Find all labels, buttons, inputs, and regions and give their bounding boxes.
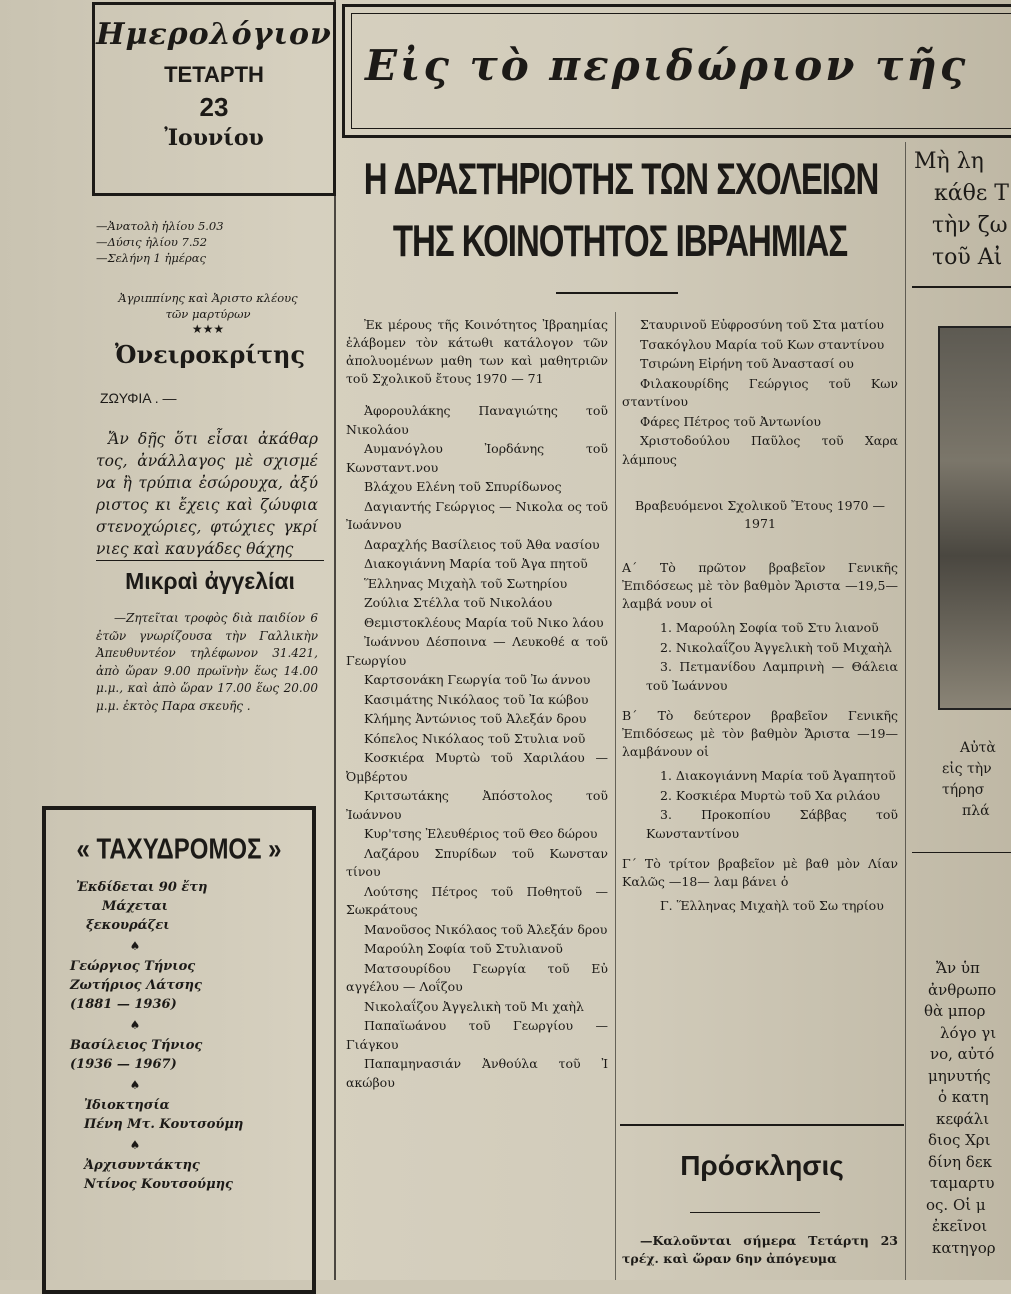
dreams-title: Ὀνειροκρίτης	[114, 340, 306, 369]
award-b-text: Β΄ Τὸ δεύτερον βραβεῖον Γενικῆς Ἐπιδόσεως μὲ τὸν βαθμὸν Ἄριστα —19— λαμβάνουν οἱ	[622, 708, 898, 759]
invitation-rule-top	[620, 1124, 904, 1126]
moon-text: —Σελήνη 1 ἡμέρας	[96, 251, 206, 265]
list-item: Ματσουρίδου Γεωργία τοῦ Εὐ αγγέλου — Λοΐζου	[346, 960, 608, 994]
list-item: Παπαϊωάνου τοῦ Γεωργίου — Γιάγκου	[346, 1018, 608, 1052]
list-item: 1. Μαρούλη Σοφία τοῦ Στυ λιανοῦ	[660, 620, 879, 635]
tax-line-10: Ἀρχισυντάκτης	[84, 1158, 200, 1173]
list-item: Λούτσης Πέτρος τοῦ Ποθητοῦ — Σωκράτους	[346, 883, 608, 917]
award-a-text: Α΄ Τὸ πρῶτον βραβεῖον Γενικῆς Ἐπιδόσεως μὲ τὸν βαθμὸν Ἄριστα —19,5— λαμβά νουν οἱ	[622, 560, 898, 611]
list-item: 3. Πετμανίδου Λαμπρινὴ — Θάλεια τοῦ Ἰωάννου	[646, 659, 898, 693]
right-body-line: ἐκεῖνοι	[932, 1217, 988, 1235]
list-item: Κοσκιέρα Μυρτὼ τοῦ Χαριλάου — Ὀμβέρτου	[346, 750, 608, 784]
list-item: Ἰωάννου Δέσποινα — Λευκοθέ α τοῦ Γεωργίου	[346, 634, 608, 668]
list-item: Βλάχου Ελένη τοῦ Σπυρίδωνος	[364, 479, 562, 494]
list-item: Τσιρώνη Εἰρήνη τοῦ Ἀναστασί ου	[640, 356, 854, 371]
tax-line-5: (1881 — 1936)	[70, 997, 177, 1012]
right-top-line-2: τὴν ζω	[932, 213, 1008, 238]
tax-line-7: (1936 — 1967)	[70, 1057, 177, 1072]
names-list-col1	[346, 402, 608, 1092]
right-body-line: κεφάλι	[936, 1109, 990, 1128]
right-body-line: ος. Οἱ μ	[926, 1195, 986, 1214]
tax-line-3: Γεώργιος Τήνιος	[70, 959, 196, 974]
list-item: Αυμανόγλου Ἰορδάνης τοῦ Κωνσταντ.νου	[346, 441, 608, 475]
award-c-list	[622, 897, 898, 916]
right-body-line: Ἄν ὑπ	[936, 959, 980, 977]
award-c-text: Γ΄ Τὸ τρίτον βραβεῖον μὲ βαθ μὸν Λίαν Καλῶς —18— λαμ βάνει ὁ	[622, 856, 898, 889]
right-top-line-0: Μὴ λη	[914, 149, 984, 174]
list-item: Φάρες Πέτρος τοῦ Ἀντωνίου	[640, 413, 821, 429]
awards-title: Βραβευόμενοι Σχολικοῦ Ἔτους 1970 — 1971	[635, 498, 885, 531]
list-item: Λαζάρου Σπυρίδων τοῦ Κωνσταν τίνου	[346, 845, 608, 879]
right-body-line: νο, αὐτό	[930, 1045, 995, 1063]
invitation-rule-mid	[690, 1212, 820, 1213]
list-item: Κασιμάτης Νικόλαος τοῦ Ἰα κώβου	[364, 691, 589, 707]
list-item: Ζούλια Στέλλα τοῦ Νικολάου	[364, 595, 553, 610]
award-b-list	[622, 767, 898, 843]
list-item: Μαρούλη Σοφία τοῦ Στυλιανοῦ	[364, 941, 563, 956]
list-item: Γ. Ἕλληνας Μιχαὴλ τοῦ Σω τηρίου	[660, 898, 884, 913]
right-body-line: ὁ κατη	[938, 1088, 989, 1106]
list-item: Διακογιάννη Μαρία τοῦ Ἀγα πητοῦ	[364, 556, 588, 571]
ads-text: —Ζητεῖται τροφὸς διὰ παιδίον 6 ἐτῶν γνωρίζουσα τὴν Γαλλικὴν Ἀπευθυντέον τηλέφωνον 31.421, ἀπὸ ὥραν 9.00 πρωϊνὴν ἕως 14.00 μ.μ., καὶ ἀπὸ ὥραν 17.00 ἕως 20.00 μ.μ. ἐκτὸς Παρα σκευῆς .	[96, 611, 318, 713]
list-item: Ἕλληνας Μιχαὴλ τοῦ Σωτηρίου	[364, 575, 568, 591]
right-body-text	[914, 958, 1011, 1259]
right-body-line: ἀνθρωπο	[928, 980, 997, 999]
list-item: Θεμιστοκλέους Μαρία τοῦ Νικο λάου	[364, 614, 604, 630]
caption-line-0: Αὐτὰ	[960, 740, 996, 756]
astro-info	[96, 218, 326, 266]
calendar-title: Ημερολόγιον	[96, 17, 332, 52]
ornament-spade-4: ♠	[129, 1138, 141, 1152]
award-a-list	[622, 619, 898, 695]
list-item: 2. Κοσκιέρα Μυρτὼ τοῦ Χα ριλάου	[660, 787, 881, 803]
taxydromos-title: « ΤΑΧΥΔΡΟΜΟΣ »	[76, 833, 282, 866]
rule-ads-top	[96, 560, 324, 561]
ornament-spade-2: ♠	[129, 1018, 141, 1032]
article-column-1	[346, 316, 608, 1093]
list-item: 3. Προκοπίου Σάββας τοῦ Κωνσταντίνου	[646, 807, 898, 841]
saints-text: Ἀγριππίνης καὶ Ἀριστο κλέους τῶν μαρτύρων ★★★	[108, 290, 308, 336]
ornament-spade-1: ♠	[129, 939, 141, 953]
list-item: Κόπελος Νικόλαος τοῦ Στυλια νοῦ	[364, 730, 586, 746]
caption-line-2: τήρησ	[942, 782, 985, 798]
list-item: Μανοῦσος Νικόλαος τοῦ Ἀλεξάν δρου	[364, 921, 608, 937]
tax-line-6: Βασίλειος Τήνιος	[70, 1038, 203, 1053]
sunset-text: —Δύσις ἡλίου 7.52	[96, 235, 208, 249]
column-divider-middle	[615, 312, 616, 1280]
dreams-entry-word: ΖΩΥΦΙΑ . —	[100, 390, 177, 406]
tax-line-4: Ζωτήριος Λάτσης	[70, 978, 202, 993]
right-body-line: δίνη δεκ	[928, 1152, 992, 1171]
list-item: Κριτσωτάκης Ἀπόστολος τοῦ Ἰωάννου	[346, 788, 608, 822]
right-body-line: διος Χρι	[928, 1131, 991, 1149]
right-caption	[912, 738, 1011, 822]
tax-line-0: Ἐκδίδεται 90 ἔτη	[76, 880, 208, 895]
list-item: Χριστοδούλου Παῦλος τοῦ Χαρα λάμπους	[622, 433, 898, 467]
right-top-line-3: τοῦ Αἰ	[932, 245, 1003, 270]
article-column-2	[622, 316, 898, 917]
dreams-text: Ἄν δῇς ὅτι εἶσαι ἀκάθαρ τος, ἀνάλλαγος μὲ σχισμέ να ἢ τρύπια ἐσώρουχα, ἀξύ ριστος κι ἔχεις καὶ ζώυφια στενοχώριες, φτώχιες γκρί νιες καὶ καυγάδες θάχης	[96, 430, 318, 558]
right-body-line: μηνυτής	[928, 1066, 991, 1085]
news-photo	[938, 326, 1011, 710]
calendar-month: Ἰουνίου	[164, 125, 264, 151]
right-body-line: λόγο γι	[940, 1023, 997, 1042]
calendar-box	[92, 2, 336, 196]
headline-line-2: ΤΗΣ ΚΟΙΝΟΤΗΤΟΣ ΙΒΡΑΗΜΙΑΣ	[392, 215, 848, 266]
right-body-line: θὰ μπορ	[924, 1002, 986, 1020]
column-divider-right	[905, 142, 906, 1280]
list-item: Ἀφορουλάκης Παναγιώτης τοῦ Νικολάου	[346, 403, 608, 437]
list-item: Φιλακουρίδης Γεώργιος τοῦ Κων σταντίνου	[622, 375, 898, 409]
list-item: Τσακόγλου Μαρία τοῦ Κων σταντίνου	[640, 336, 885, 352]
list-item: Παπαμηνασιάν Ἀνθούλα τοῦ Ἰ ακώβου	[346, 1056, 608, 1090]
tax-line-1: Μάχεται	[102, 899, 168, 914]
invitation-text: —Καλοῦνται σήμερα Τετάρτη 23 τρέχ. καὶ ὥραν 6ην ἀπόγευμα	[622, 1233, 898, 1266]
right-rule	[912, 286, 1011, 288]
headline-line-1: Η ΔΡΑΣΤΗΡΙΟΤΗΣ ΤΩΝ ΣΧΟΛΕΙΩΝ	[363, 153, 879, 204]
list-item: Σταυρινοῦ Εὐφροσύνη τοῦ Στα ματίου	[640, 317, 884, 332]
right-body-line: κατηγορ	[932, 1238, 996, 1257]
list-item: Δαγιαντής Γεώργιος — Νικολα ος τοῦ Ἰωάννου	[346, 498, 608, 532]
article-intro: Ἐκ μέρους τῆς Κοινότητος Ἰβραημίας ἐλάβομεν τὸν κάτωθι κατάλογον τῶν ἀπολυομένων μαθη των καὶ μαθητριῶν τοῦ Σχολικοῦ ἔτους 1970 — 71	[346, 317, 608, 386]
right-body-line: ταμαρτυ	[930, 1174, 995, 1192]
tax-line-8: Ἰδιοκτησία	[84, 1098, 170, 1113]
names-list-col2	[622, 316, 898, 469]
banner-title: Εἰς τὸ περιδώριον τῆς	[365, 41, 969, 90]
list-item: Κυρ'τσης Ἐλευθέριος τοῦ Θεο δώρου	[364, 826, 598, 841]
list-item: 1. Διακογιάννη Μαρία τοῦ Ἀγαπητοῦ	[660, 768, 896, 783]
taxydromos-box	[42, 806, 316, 1294]
tax-line-11: Ντίνος Κουτσούμης	[84, 1177, 233, 1192]
caption-line-1: εἰς τὴν	[942, 761, 992, 777]
caption-line-3: πλά	[962, 803, 990, 819]
tax-line-9: Πένη Μτ. Κουτσούμη	[84, 1117, 244, 1132]
invitation-title: Πρόσκλησις	[680, 1150, 844, 1181]
right-top-line-1: κάθε Τ	[934, 181, 1009, 206]
calendar-day: 23	[199, 92, 229, 122]
right-column-top	[910, 146, 1011, 274]
list-item: Δαραχλής Βασίλειος τοῦ Ἀθα νασίου	[364, 536, 600, 552]
banner-box	[342, 4, 1011, 138]
list-item: 2. Νικολαΐζου Ἀγγελικὴ τοῦ Μιχαὴλ	[660, 639, 892, 655]
sunrise-text: —Ἀνατολὴ ἡλίου 5.03	[96, 219, 224, 233]
list-item: Κλήμης Ἀντώνιος τοῦ Ἀλεξάν δρου	[364, 711, 587, 726]
ads-title: Μικραὶ ἀγγελίαι	[125, 568, 295, 594]
right-rule-2	[912, 852, 1011, 853]
ornament-spade-3: ♠	[129, 1078, 141, 1092]
list-item: Νικολαΐζου Ἀγγελικὴ τοῦ Μι χαὴλ	[364, 998, 584, 1014]
headline-rule	[556, 292, 678, 294]
list-item: Καρτσονάκη Γεωργία τοῦ Ἰω άννου	[364, 672, 591, 687]
calendar-weekday: ΤΕΤΑΡΤΗ	[164, 62, 264, 87]
ornament-stars: ★★★	[191, 322, 225, 336]
tax-line-2: ξεκουράζει	[86, 918, 170, 933]
